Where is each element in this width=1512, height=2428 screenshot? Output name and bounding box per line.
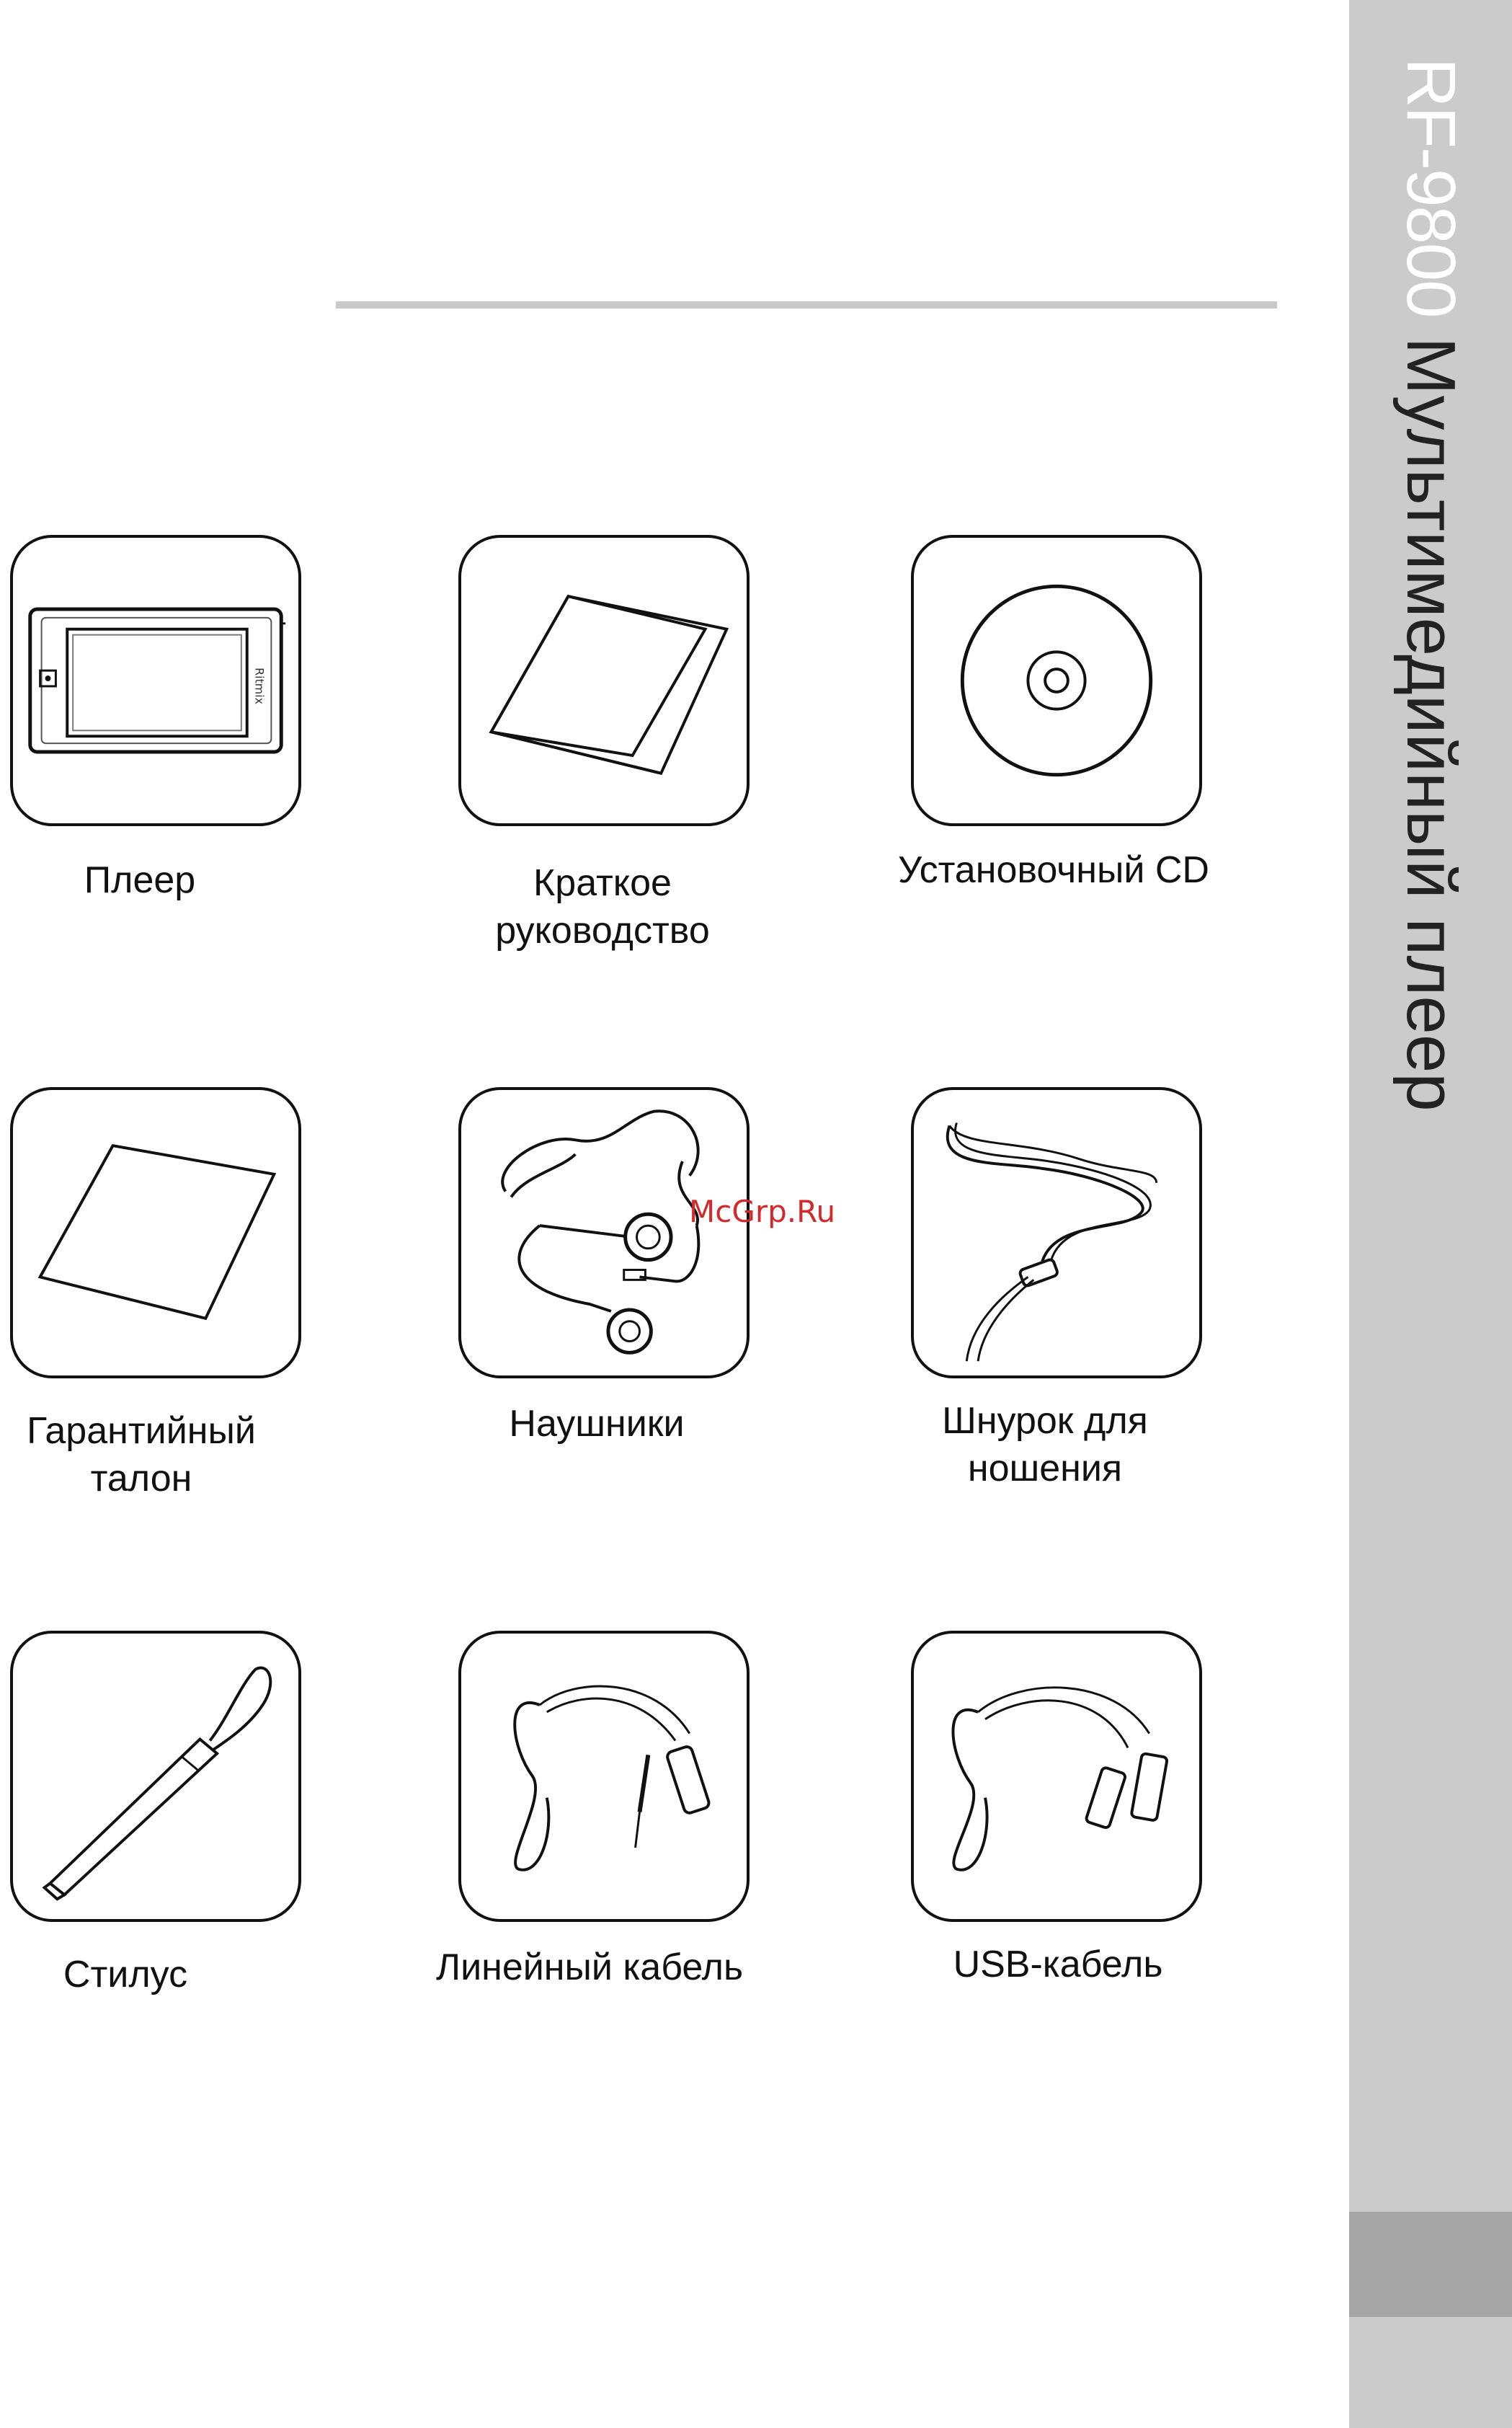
caption-line-cable: Линейный кабель [435, 1946, 744, 1988]
caption-guide: Краткое руководство [495, 862, 710, 952]
header-rule [336, 301, 1277, 309]
item-usb-cable-box [911, 1631, 1202, 1922]
item-cd-box [911, 535, 1202, 826]
item-strap-box [911, 1087, 1202, 1378]
line-cable-icon [461, 1634, 747, 1919]
sidebar-title [1392, 58, 1469, 1112]
earphones-icon [461, 1090, 747, 1375]
warranty-card-icon [13, 1090, 298, 1375]
item-player-box [10, 535, 301, 826]
svg-text:Ritmix: Ritmix [252, 668, 267, 704]
product-title: Мультимедийный плеер [1392, 337, 1469, 1112]
item-stylus-box [10, 1631, 301, 1922]
caption-stylus: Стилус [63, 1954, 188, 1995]
player-device-icon [13, 538, 298, 823]
usb-cable-icon [914, 1634, 1199, 1919]
model-name: RF-9800 [1392, 58, 1469, 317]
neck-strap-icon [914, 1090, 1199, 1375]
item-warranty-box [10, 1087, 301, 1378]
stylus-icon [13, 1634, 298, 1919]
caption-usb-cable: USB-кабель [953, 1944, 1163, 1985]
sidebar-page-tab [1349, 2212, 1512, 2317]
item-line-cable-box [458, 1631, 750, 1922]
watermark-text: McGrp.Ru [689, 1194, 836, 1229]
caption-warranty: Гарантийный талон [27, 1410, 256, 1499]
caption-player: Плеер [84, 859, 196, 901]
installation-cd-icon [914, 538, 1199, 823]
caption-earphones: Наушники [509, 1403, 685, 1445]
caption-strap: Шнурок для ношения [942, 1400, 1148, 1489]
item-earphones-box [458, 1087, 750, 1378]
quick-guide-booklet-icon [461, 538, 747, 823]
caption-cd: Установочный CD [898, 849, 1209, 891]
item-guide-box [458, 535, 750, 826]
